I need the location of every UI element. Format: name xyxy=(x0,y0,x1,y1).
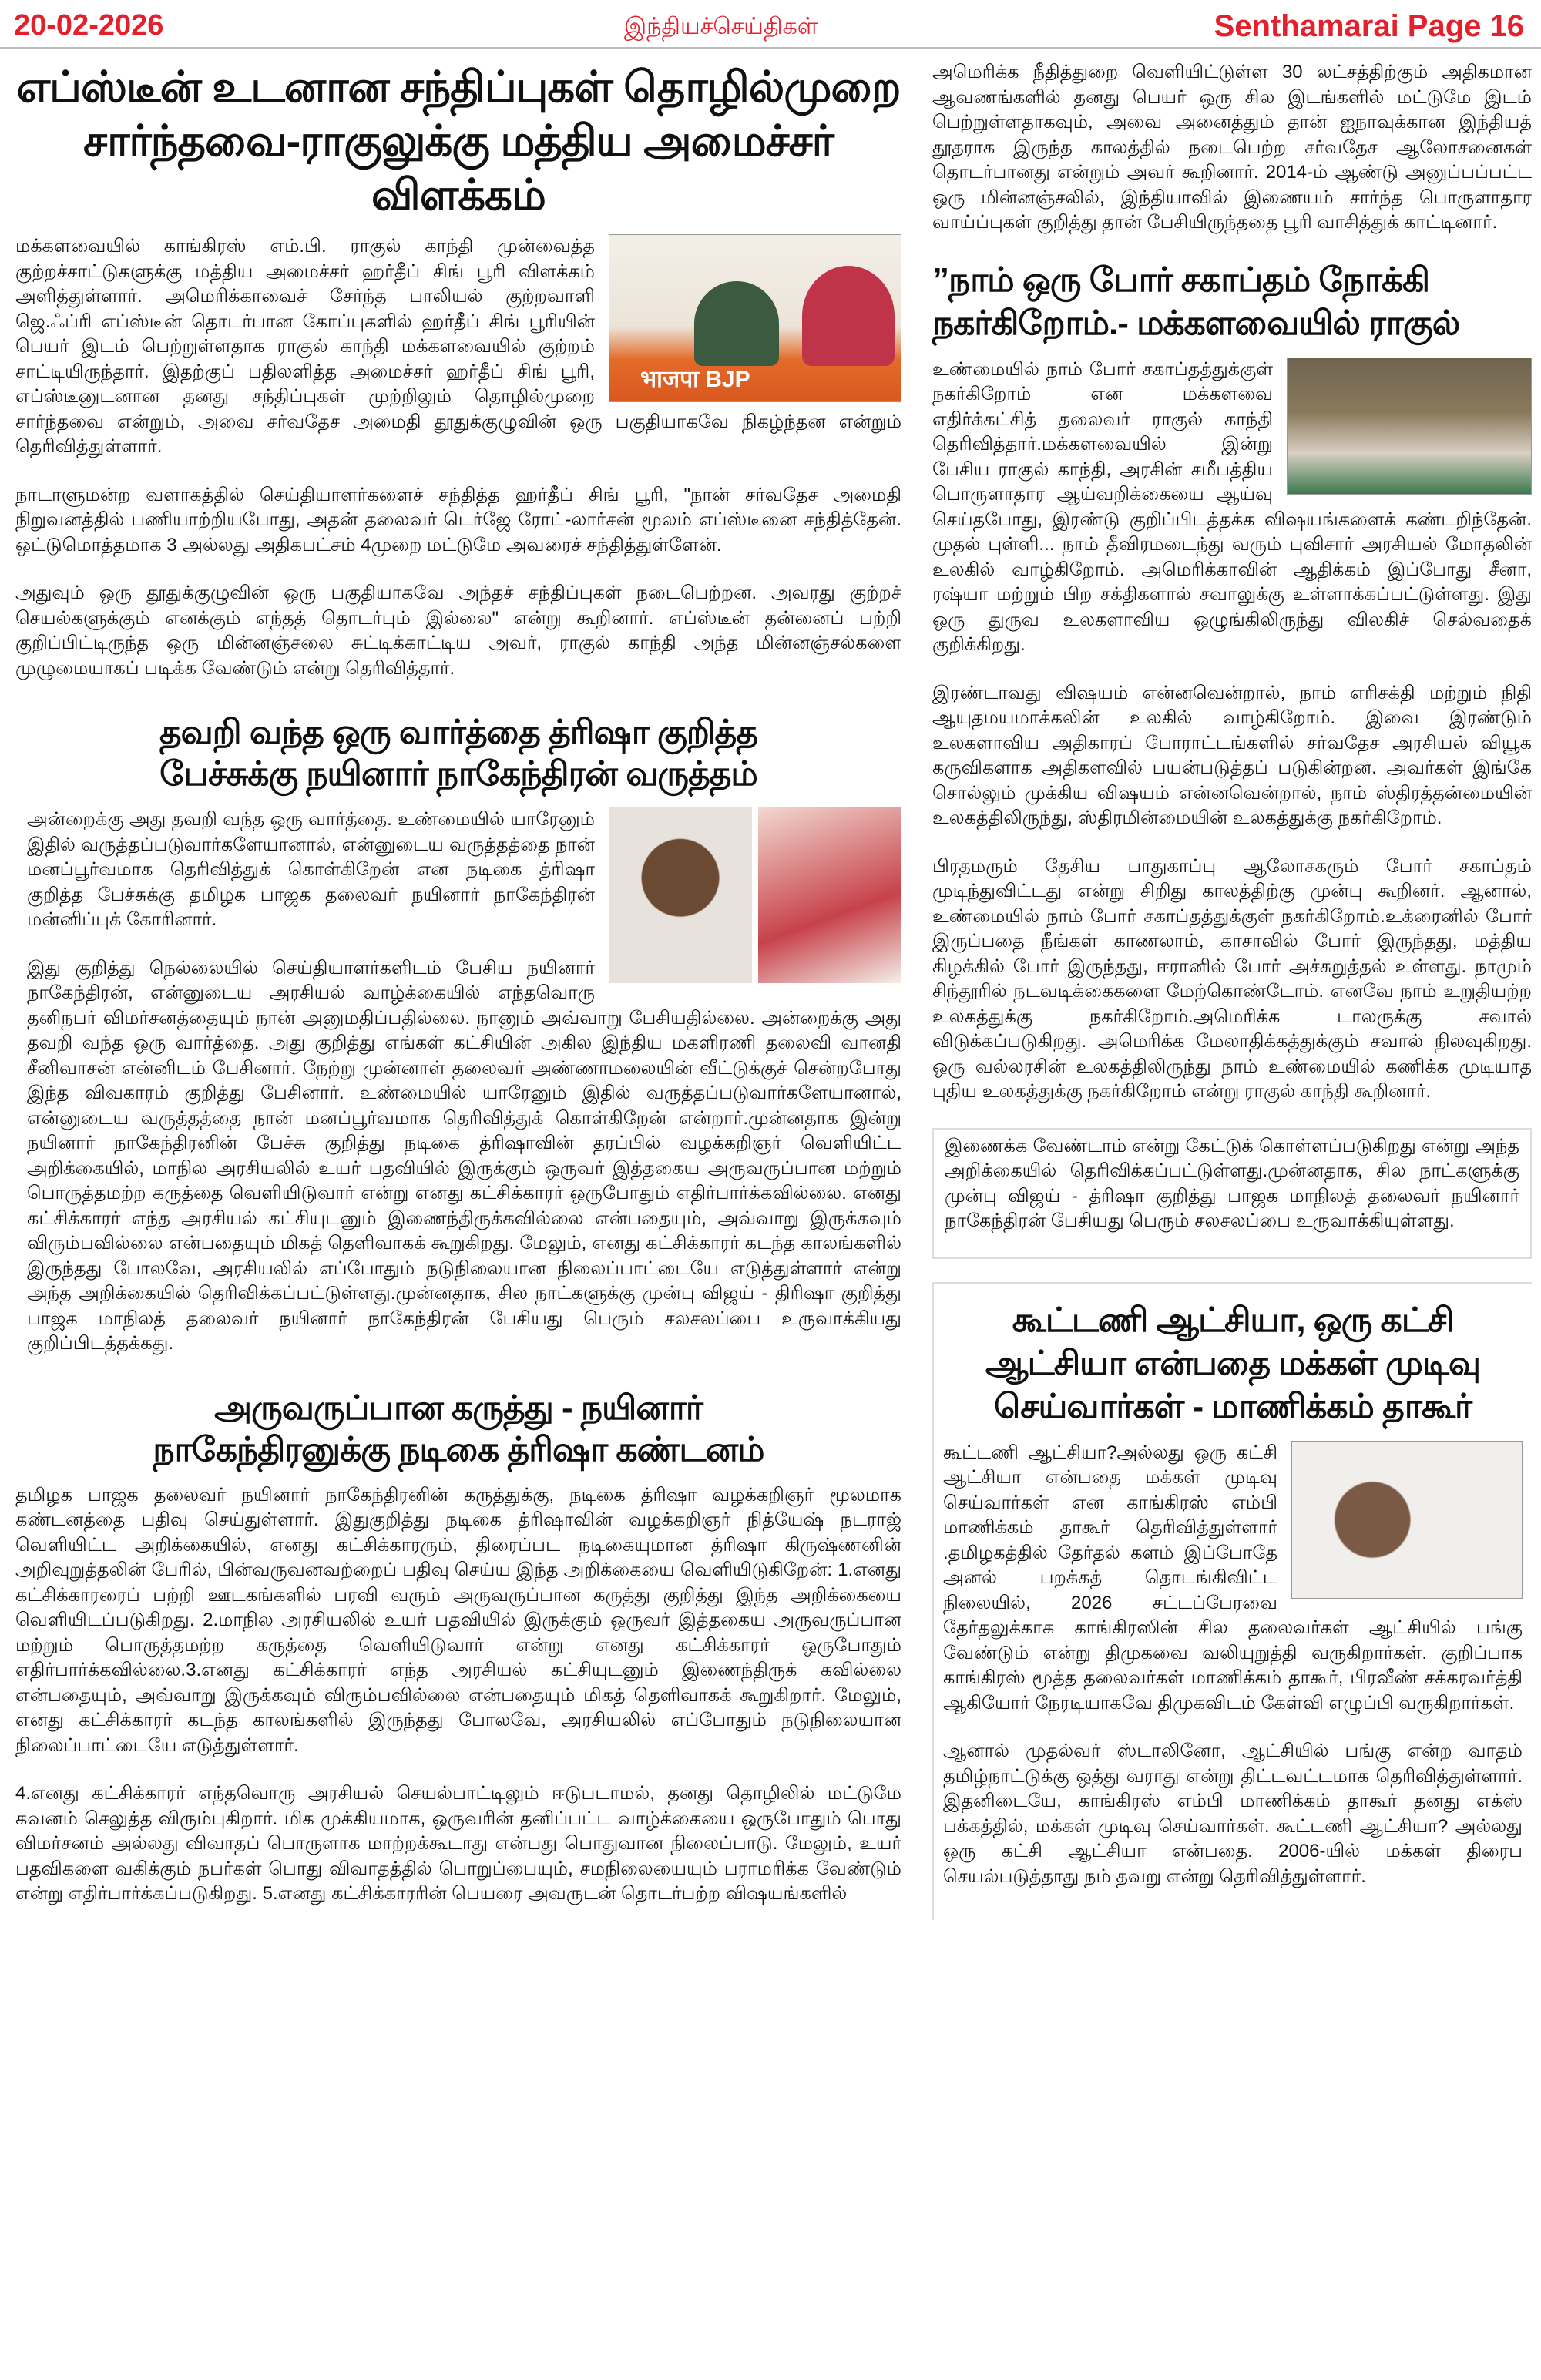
article4-body xyxy=(943,1441,1523,1913)
page-header xyxy=(0,0,1541,49)
article2-body xyxy=(15,807,901,1380)
section-title: இந்தியச்செய்திகள் xyxy=(624,14,818,39)
manickam-tagore-photo xyxy=(1291,1441,1523,1599)
article4-box xyxy=(932,1282,1532,1921)
paragraph: அன்றைக்கு அது தவறி வந்த ஒரு வார்த்தை. உண்மையில் யாரேனும் இதில் வருத்தப்படுவார்களேயானால், என்னுடைய வருத்தத்தை நான் மனப்பூர்வமாக தெரிவித்துக் கொள்கிறேன் என நடிகை த்ரிஷா குறித்த பேச்சுக்கு தமிழக பாஜக தலைவர் நயினார் நாகேந்திரன் மன்னிப்புக் கோரினார். xyxy=(27,809,595,930)
article3-headline: அருவருப்பான கருத்து - நயினார் நாகேந்திரனுக்கு நடிகை த்ரிஷா கண்டனம் xyxy=(153,1388,764,1469)
paragraph: இரண்டாவது விஷயம் என்னவென்றால், நாம் எரிசக்தி மற்றும் நிதி ஆயுதமயமாக்கலின் உலகில் வாழ்கிறோம். இவை இரண்டும் உலகளாவிய அதிகாரப் போராட்டங்களில் சர்வதேச அரசியல் வியூக கருவிகளாக அதிகளவில் பயன்படுத்தப் படுகின்றன. அவர்கள் இங்கே சொல்லும் முக்கிய விஷயம் என்னவென்றால், நாம் ஸ்திரத்தன்மையின் உலகத்திலிருந்து, ஸ்திரமின்மையின் உலகத்துக்கு நகர்கிறோம். xyxy=(932,682,1532,828)
article1-body xyxy=(15,234,901,704)
rahul-headline: ”நாம் ஒரு போர் சகாப்தம் நோக்கி நகர்கிறோம்.- மக்களவையில் ராகுல் xyxy=(932,260,1460,342)
article2-headline: தவறி வந்த ஒரு வார்த்தை த்ரிஷா குறித்த பேச்சுக்கு நயினார் நாகேந்திரன் வருத்தம் xyxy=(159,713,757,793)
boxed-note xyxy=(932,1128,1532,1259)
article1-headline: எப்ஸ்டீன் உடனான சந்திப்புகள் தொழில்முறை சார்ந்தவை-ராகுலுக்கு மத்திய அமைச்சர் விளக்கம் xyxy=(16,62,901,219)
page-columns xyxy=(0,49,1541,1945)
paragraph: பிரதமரும் தேசிய பாதுகாப்பு ஆலோசகரும் போர் சகாப்தம் முடிந்துவிட்டது என்று சிறிது காலத்திற்கு முன்பு கூறினர். ஆனால், உண்மையில் நாம் போர் சகாப்தத்துக்குள் நகர்கிறோம்.உக்ரைனில் போர் இருப்பதை நீங்கள் காணலாம், காசாவில் போர் இருந்தது, மத்திய கிழக்கில் போர் இருந்தது, ஈரானில் போர் அச்சுறுத்தல் உள்ளது. நாமும் சிந்தூரில் நடவடிக்கைகளை மேற்கொண்டோம். எனவே நாம் உறுதியற்ற உலகத்துக்கு நகர்கிறோம்.அமெரிக்க டாலருக்கு சவால் விடுக்கப்படுகிறது. அமெரிக்க மேலாதிக்கத்துக்கும் சவால் நிலவுகிறது. ஒரு வல்லரசின் உலகத்திலிருந்து நாம் உண்மையில் கணிக்க முடியாத புதிய உலகத்துக்கு நகர்கிறோம் என்று ராகுல் காந்தி கூறினார். xyxy=(932,855,1532,1102)
publication-page: Senthamarai Page 16 xyxy=(1214,9,1524,43)
article3-body xyxy=(15,1483,901,1907)
article1-continued xyxy=(932,60,1532,236)
paragraph: உண்மையில் நாம் போர் சகாப்தத்துக்குள் நகர்கிறோம் என மக்களவை எதிர்க்கட்சித் தலைவர் ராகுல் காந்தி தெரிவித்தார்.மக்களவையில் இன்று பேசிய ராகுல் காந்தி, அரசின் சமீபத்திய பொருளாதார ஆய்வறிக்கையை ஆய்வு செய்தபோது, இரண்டு குறிப்பிடத்தக்க விஷயங்களைக் கண்டறிந்தேன். முதல் புள்ளி... நாம் தீவிரமடைந்து வரும் புவிசார் அரசியல் மோதலின் உலகில் வாழ்கிறோம். அமெரிக்காவின் ஆதிக்கம் இப்போது சீனா, ரஷ்யா மற்றும் பிற சக்திகளால் சவாலுக்கு உள்ளாக்கப்பட்டுள்ளது. இது ஒரு துருவ உலகளாவிய ஒழுங்கிலிருந்து விலகிச் செல்வதைக் குறிக்கிறது. xyxy=(932,358,1532,655)
issue-date: 20-02-2026 xyxy=(14,9,164,42)
article1-photo xyxy=(609,234,901,402)
nainar-photo xyxy=(609,807,752,983)
paragraph: தமிழக பாஜக தலைவர் நயினார் நாகேந்திரனின் கருத்துக்கு, நடிகை த்ரிஷா வழக்கறிஞர் மூலமாக கண்டனத்தை பதிவு செய்துள்ளார். இதுகுறித்து நடிகை த்ரிஷாவின் வழக்கறிஞர் நித்யேஷ் நடராஜ் வெளியிட்ட அறிக்கையில், எனது கட்சிக்காரரும், திரைப்பட நடிகையுமான த்ரிஷா கிருஷ்ணனின் அறிவுறுத்தலின் பேரில், பின்வருவனவற்றைப் பதிவு செய்ய இந்த அறிக்கையை வெளியிடுகிறேன்: 1.எனது கட்சிக்காரரைப் பற்றி ஊடகங்களில் பரவி வரும் அருவருப்பான கருத்து குறித்து இந்த அறிக்கையை வெளியிடப்படுகிறது. 2.மாநில அரசியலில் உயர் பதவியில் இருக்கும் ஒருவர் இத்தகைய அருவருப்பான மற்றும் பொருத்தமற்ற கருத்தை வெளியிடுவார் என்று எனது கட்சிக்காரர் ஒருபோதும் எதிர்பார்க்கவில்லை.3.எனது கட்சிக்காரர் எந்த அரசியல் கட்சியுடனும் இணைந்திருக் கவில்லை என்பதையும், அவ்வாறு இருக்கவும் விரும்பவில்லை என்பதையும் மிகத் தெளிவாகக் கூறுகிறார். மேலும், எனது கட்சிக்காரர் கடந்த காலங்களில் இருந்தது போலவே, அரசியலில் எப்போதும் நடுநிலையான நிலைப்பாட்டையே எடுத்துள்ளார். xyxy=(15,1484,901,1756)
speaker-figure-right xyxy=(802,266,895,366)
right-column xyxy=(932,60,1532,1920)
paragraph: அமெரிக்க நீதித்துறை வெளியிட்டுள்ள 30 லட்சத்திற்கும் அதிகமான ஆவணங்களில் தனது பெயர் ஒரு சில இடங்களில் மட்டுமே இடம் பெற்றுள்ளதாகவும், அவை அனைத்தும் தான் ஐநாவுக்கான இந்தியத் தூதராக இருந்த காலத்தில் நடைபெற்ற சர்வதேச ஆலோசனைகள் தொடர்பானது என்றும் அவர் கூறினார். 2014-ம் ஆண்டு அனுப்பப்பட்ட ஒரு மின்னஞ்சலில், இந்தியாவில் இணையம் சார்ந்த பொருளாதார வாய்ப்புகள் குறித்து தான் பேசியிருந்ததை பூரி வாசித்துக் காட்டினார். xyxy=(932,62,1532,233)
paragraph: கூட்டணி ஆட்சியா?அல்லது ஒரு கட்சி ஆட்சியா என்பதை மக்கள் முடிவு செய்வார்கள் என காங்கிரஸ் எம்பி மாணிக்கம் தாகூர் தெரிவித்துள்ளார் .தமிழகத்தில் தேர்தல் களம் இப்போதே அனல் பறக்கத் தொடங்கிவிட்ட நிலையில், 2026 சட்டப்பேரவை தேர்தலுக்காக காங்கிரஸின் சில தலைவர்கள் ஆட்சியில் பங்கு வேண்டும் என்று திமுகவை வலியுறுத்தி வருகிறார்கள். குறிப்பாக காங்கிரஸ் மூத்த தலைவர்கள் மாணிக்கம் தாகூர், பிரவீண் சக்கரவர்த்தி ஆகியோர் நேரடியாகவே திமுகவிடம் கேள்வி எழுப்பி வருகிறார்கள். xyxy=(943,1442,1523,1714)
trisha-photo xyxy=(758,807,901,983)
paragraph: இது குறித்து நெல்லையில் செய்தியாளர்களிடம் பேசிய நயினார் நாகேந்திரன், என்னுடைய அரசியல் வாழ்க்கையில் எந்தவொரு தனிநபர் விமர்சனத்தையும் நான் அனுமதிப்பதில்லை. நானும் அவ்வாறு பேசியதில்லை. அன்றைக்கு அது தவறி வந்த ஒரு வார்த்தை. அது குறித்து எங்கள் கட்சியின் அகில இந்திய மகளிரணி தலைவி வானதி சீனிவாசன் என்னிடம் பேசினார். நேற்று முன்னாள் தலைவர் அண்ணாமலையின் வீட்டுக்குச் சென்றபோது இந்த விவகாரம் குறித்து பேசினார். உண்மையில் யாரேனும் இதில் வருத்தப்படுவார்களேயானால், என்னுடைய வருத்தத்தை நான் மனப்பூர்வமாக தெரிவித்துக் கொள்கிறேன் என்றார்.முன்னதாக இன்று நயினார் நாகேந்திரனின் பேச்சு குறித்து நடிகை த்ரிஷாவின் தரப்பில் வழக்கறிஞர் வெளியிட்ட அறிக்கையில், மாநில அரசியலில் உயர் பதவியில் இருக்கும் ஒருவர் இத்தகைய அருவருப்பான மற்றும் பொருத்தமற்ற கருத்தை வெளியிடுவார் என்று எனது கட்சிக்காரர் ஒருபோதும் எதிர்பார்க்கவில்லை. எனது கட்சிக்காரர் எந்த அரசியல் கட்சியுடனும் இணைந்திருக்கவில்லை என்பதையும், அவ்வாறு இருக்கவும் விரும்பவில்லை என்பதையும் மிகத் தெளிவாகக் கூறுகிறது. மேலும், எனது கட்சிக்காரர் கடந்த காலங்களில் இருந்தது போலவே, அரசியலில் எப்போதும் நடுநிலையான நிலைப்பாட்டையே எடுத்துள்ளார் என்று அந்த அறிக்கையில் தெரிவிக்கப்பட்டுள்ளது.முன்னதாக, சில நாட்களுக்கு முன்பு விஜய் - திரிஷா குறித்து பாஜக மாநிலத் தலைவர் நயினார் நாகேந்திரன் பேசியது பெரும் சலசலப்பை உருவாக்கியது குறிப்பிடத்தக்கது. xyxy=(27,957,901,1354)
article2-photos xyxy=(609,807,901,983)
rahul-article-body xyxy=(932,358,1532,1128)
bjp-banner-text: भाजपा BJP xyxy=(640,366,750,392)
paragraph: 4.எனது கட்சிக்காரர் எந்தவொரு அரசியல் செயல்பாட்டிலும் ஈடுபடாமல், தனது தொழிலில் மட்டுமே கவனம் செலுத்த விரும்புகிறார். மிக முக்கியமாக, ஒருவரின் தனிப்பட்ட வாழ்க்கையை ஒருபோதும் பொது விமர்சனம் அல்லது விவாதப் பொருளாக மாற்றக்கூடாது என்பது பொதுவான நிலைப்பாடு. மேலும், உயர் பதவிகளை வகிக்கும் நபர்கள் பொது விவாதத்தில் பொறுப்பையும், சமநிலையையும் பராமரிக்க வேண்டும் என்று எதிர்பார்க்கப்படுகிறது. 5.எனது கட்சிக்காரரின் பெயரை அவருடன் தொடர்பற்ற விஷயங்களில் xyxy=(15,1783,901,1904)
left-column xyxy=(15,60,901,1930)
paragraph: நாடாளுமன்ற வளாகத்தில் செய்தியாளர்களைச் சந்தித்த ஹர்தீப் சிங் பூரி, "நான் சர்வதேச அமைதி நிறுவனத்தில் பணியாற்றியபோது, அதன் தலைவர் டெர்ஜே ரோட்-லார்சன் மூலம் எப்ஸ்டீனை சந்தித்தேன். ஒட்டுமொத்தமாக 3 அல்லது அதிகபட்சம் 4முறை மட்டுமே அவரைச் சந்தித்துள்ளேன். xyxy=(15,484,901,556)
article4-headline: கூட்டணி ஆட்சியா, ஒரு கட்சி ஆட்சியா என்பதை மக்கள் முடிவு செய்வார்கள் - மாணிக்கம் தாகூர் xyxy=(985,1301,1480,1425)
paragraph: அதுவும் ஒரு தூதுக்குழுவின் ஒரு பகுதியாகவே அந்தச் சந்திப்புகள் நடைபெற்றன. அவரது குற்றச் செயல்களுக்கும் எனக்கும் எந்தத் தொடர்பும் இல்லை" என்று கூறினார். எப்ஸ்டீன் தன்னைப் பற்றி குறிப்பிட்டிருந்த ஒரு மின்னஞ்சலை சுட்டிக்காட்டிய அவர், ராகுல் காந்தி அந்த மின்னஞ்சல்களை முழுமையாகப் படிக்க வேண்டும் என்று தெரிவித்தார். xyxy=(15,582,901,679)
paragraph: மக்களவையில் காங்கிரஸ் எம்.பி. ராகுல் காந்தி முன்வைத்த குற்றச்சாட்டுகளுக்கு மத்திய அமைச்சர் ஹர்தீப் சிங் பூரி விளக்கம் அளித்துள்ளார். அமெரிக்காவைச் சேர்ந்த பாலியல் குற்றவாளி ஜெ.ஃப்ரி எப்ஸ்டீன் தொடர்பான கோப்புகளில் ஹர்தீப் சிங் பூரியின் பெயர் இடம் பெற்றுள்ளதாக ராகுல் காந்தி மக்களவையில் குற்றம் சாட்டியிருந்தார். இதற்குப் பதிலளித்த அமைச்சர் ஹர்தீப் சிங் பூரி, எப்ஸ்டீனுடனான தனது சந்திப்புகள் முற்றிலும் தொழில்முறை சார்ந்தவை என்றும், அவை சர்வதேச அமைதி தூதுக்குழுவின் ஒரு பகுதியாகவே நிகழ்ந்தன என்றும் தெரிவித்துள்ளார். xyxy=(15,236,901,457)
speaker-figure-left xyxy=(694,281,779,366)
paragraph: இணைக்க வேண்டாம் என்று கேட்டுக் கொள்ளப்படுகிறது என்று அந்த அறிக்கையில் தெரிவிக்கப்பட்டுள்ளது.முன்னதாக, சில நாட்களுக்கு முன்பு விஜய் - த்ரிஷா குறித்து பாஜக மாநிலத் தலைவர் நயினார் நாகேந்திரன் பேசியது பெரும் சலசலப்பை உருவாக்கியுள்ளது. xyxy=(945,1135,1519,1231)
parliament-photo xyxy=(1287,358,1532,495)
paragraph: ஆனால் முதல்வர் ஸ்டாலினோ, ஆட்சியில் பங்கு என்ற வாதம் தமிழ்நாட்டுக்கு ஒத்து வராது என்று திட்டவட்டமாக தெரிவித்துள்ளார். இதனிடையே, காங்கிரஸ் எம்பி மாணிக்கம் தாகூர் தனது எக்ஸ் பக்கத்தில், மக்கள் முடிவு செய்வார்கள். கூட்டணி ஆட்சியா? அல்லது ஒரு கட்சி ஆட்சியா என்பதை. 2006-யில் மக்கள் திரைப செயல்படுத்தாது நம் தவறு என்று தெரிவித்துள்ளார். xyxy=(943,1741,1523,1887)
